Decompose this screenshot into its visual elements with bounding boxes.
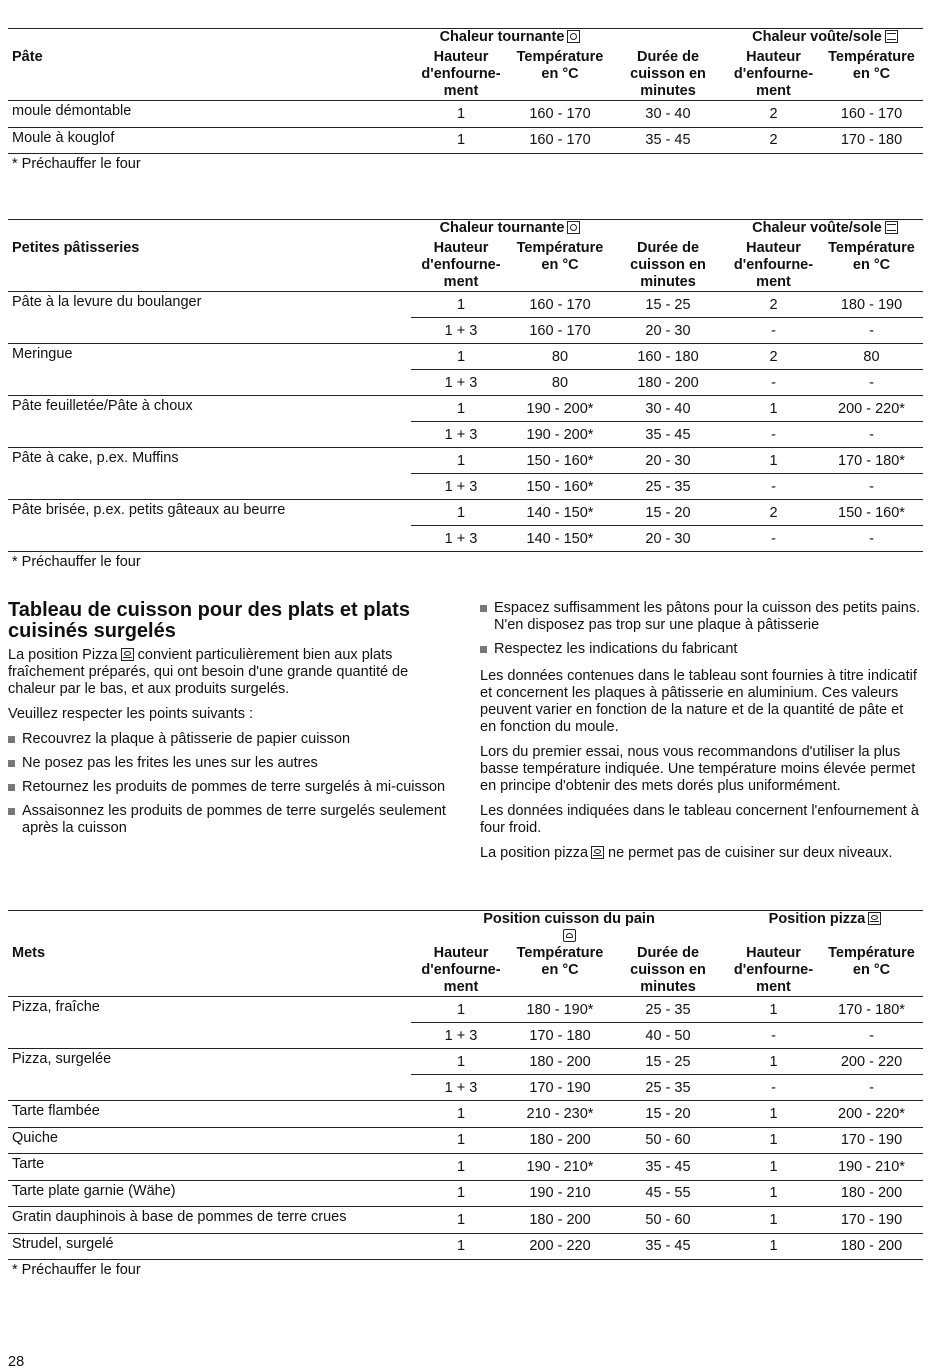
table-cell: 1 (727, 1180, 820, 1207)
group-header-top-bottom: Chaleur voûte/sole (727, 29, 923, 49)
list-item: Retournez les produits de pommes de terre surgelés à mi-cuisson (8, 779, 448, 796)
table-row (8, 1101, 923, 1128)
column-header: Durée de cuisson en minutes (630, 240, 706, 290)
table-cell: 35 - 45 (609, 127, 727, 154)
table-cell: 1 + 3 (411, 422, 511, 448)
table-cell: 20 - 30 (609, 318, 727, 344)
list-item: Respectez les indications du fabricant (480, 641, 923, 658)
table-cell: 180 - 200 (820, 1233, 923, 1260)
table-row (8, 396, 923, 422)
table-cell: 170 - 190 (511, 1075, 609, 1101)
table-cell: 2 (727, 344, 820, 370)
table-cell: - (820, 422, 923, 448)
table-cell: 35 - 45 (609, 1233, 727, 1260)
table-cell: 1 (411, 344, 511, 370)
column-header: Durée de cuisson en minutes (630, 49, 706, 99)
row-label: Pâte à cake, p.ex. Muffins (8, 448, 411, 474)
table-row (8, 500, 923, 526)
table-cell: 25 - 35 (645, 1001, 691, 1018)
pizza-icon (121, 648, 134, 661)
table-cell: 1 + 3 (411, 526, 511, 552)
table-cell: 15 - 25 (645, 296, 691, 313)
table-cell: 150 - 160* (820, 500, 923, 526)
table-cell: 20 - 30 (609, 448, 727, 474)
table-cell: 170 - 180* (838, 1001, 905, 1018)
table-cell: 1 (411, 1233, 511, 1260)
column-header: Température en °C (828, 240, 915, 273)
table-cell: 200 - 220 (820, 1049, 923, 1075)
column-header: Température en °C (516, 49, 604, 82)
group-header-bread: Position cuisson du pain (411, 911, 727, 945)
row-label: Tarte (8, 1154, 411, 1181)
table-cell: 170 - 190 (820, 1207, 923, 1234)
table-cell: - (727, 1075, 820, 1101)
table-cell: - (820, 474, 923, 500)
table-cell: 150 - 160* (511, 474, 609, 500)
table-cell: 1 (727, 1233, 820, 1260)
pizza-icon (868, 912, 881, 925)
table-cell: 180 - 200 (511, 1127, 609, 1154)
table-cell: 180 - 190 (840, 296, 903, 313)
table-row (8, 344, 923, 370)
top-bottom-heat-icon (885, 30, 898, 43)
table-cell: - (727, 1023, 820, 1049)
table-row (8, 370, 923, 396)
table-cell: - (727, 318, 820, 344)
table-cell: 180 - 200 (511, 1207, 609, 1234)
table-cell: - (820, 318, 923, 344)
group-header-fan: Chaleur tournante (411, 220, 609, 240)
bullet-list-left (8, 731, 448, 837)
table-cell: 35 - 45 (609, 1154, 727, 1181)
table-cell: 1 (727, 448, 820, 474)
table-cell: 200 - 220* (820, 1101, 923, 1128)
table-row (8, 101, 923, 128)
table-cell: 1 (411, 1180, 511, 1207)
table-cell: 140 - 150* (511, 526, 609, 552)
table-cell: 160 - 170 (529, 296, 591, 313)
fan-icon (567, 30, 580, 43)
cooking-table-patisseries (8, 219, 923, 552)
cooking-table-mets (8, 910, 923, 1260)
table-row (8, 474, 923, 500)
table-cell: - (727, 422, 820, 448)
table-pate (8, 28, 923, 172)
table-cell: 1 (727, 1101, 820, 1128)
column-header: Hauteur d'enfourne-ment (733, 240, 814, 290)
table-row (8, 1207, 923, 1234)
bread-icon (563, 929, 576, 942)
group-header-pizza: Position pizza (727, 911, 923, 945)
table-cell: 1 (411, 396, 511, 422)
table-cell: 50 - 60 (609, 1127, 727, 1154)
table-cell: 190 - 210 (511, 1180, 609, 1207)
table-cell: - (727, 526, 820, 552)
table-cell: 30 - 40 (609, 396, 727, 422)
table-cell: 200 - 220* (820, 396, 923, 422)
table-cell: - (820, 526, 923, 552)
table-row (8, 1154, 923, 1181)
section-title: Tableau de cuisson pour des plats et plats cuisinés surgelés (8, 599, 410, 642)
table-cell: 1 (456, 296, 466, 313)
table-cell: 2 (727, 127, 820, 154)
top-bottom-heat-icon (885, 221, 898, 234)
table-cell: 1 + 3 (411, 318, 511, 344)
table-mets (8, 910, 923, 1278)
table-cell: 1 (727, 1154, 820, 1181)
column-header-name: Petites pâtisseries (12, 240, 140, 256)
table-row (8, 448, 923, 474)
table-row (8, 1049, 923, 1075)
table-cell: - (727, 474, 820, 500)
group-header-fan: Chaleur tournante (411, 29, 609, 49)
table-cell: 1 + 3 (411, 474, 511, 500)
table-cell: 160 - 170 (529, 105, 591, 122)
table-cell: 180 - 190* (526, 1001, 594, 1018)
table-row (8, 1023, 923, 1049)
row-label: Strudel, surgelé (8, 1233, 411, 1260)
right-column (480, 600, 923, 870)
table-cell: 15 - 20 (609, 500, 727, 526)
table-row (8, 1127, 923, 1154)
table-cell: 1 (456, 105, 466, 122)
list-item: Espacez suffisamment les pâtons pour la cuisson des petits pains. N'en disposez pas trop sur une plaque à pâtisserie (480, 600, 923, 634)
table-cell: 35 - 45 (609, 422, 727, 448)
column-header: Température en °C (828, 945, 915, 978)
table-cell: - (820, 1075, 923, 1101)
table-cell: 1 + 3 (411, 1075, 511, 1101)
list-item: Assaisonnez les produits de pommes de terre surgelés seulement après la cuisson (8, 803, 448, 837)
table-cell: 180 - 200 (609, 370, 727, 396)
row-label: Pizza, surgelée (8, 1049, 411, 1075)
list-item: Ne posez pas les frites les unes sur les autres (8, 755, 448, 772)
table-cell: 1 (769, 1001, 778, 1018)
table-cell: 1 (727, 396, 820, 422)
row-label: Tarte flambée (8, 1101, 411, 1128)
table-cell: 1 (411, 500, 511, 526)
pizza-icon (591, 846, 604, 859)
row-label (8, 318, 411, 344)
table-row (8, 292, 923, 318)
group-header-top-bottom: Chaleur voûte/sole (727, 220, 923, 240)
column-header: Hauteur d'enfourne-ment (421, 240, 501, 290)
row-label: Tarte plate garnie (Wähe) (8, 1180, 411, 1207)
table-cell: 2 (769, 105, 778, 122)
table-cell: 1 (411, 127, 511, 154)
cooking-table-pate (8, 28, 923, 154)
footnote: * Préchauffer le four (12, 156, 141, 172)
table-row (8, 526, 923, 552)
row-label: Pâte feuilletée/Pâte à choux (8, 396, 411, 422)
table-cell: 160 - 170 (511, 127, 609, 154)
table-row (8, 1233, 923, 1260)
row-label (8, 474, 411, 500)
table-cell: 1 (727, 1049, 820, 1075)
table-row (8, 318, 923, 344)
table-petites-patisseries (8, 219, 923, 570)
row-label (8, 422, 411, 448)
table-cell: 190 - 200* (511, 396, 609, 422)
table-cell: 1 (411, 1207, 511, 1234)
row-label (8, 1023, 411, 1049)
table-cell: 80 (511, 370, 609, 396)
row-label: Pizza, fraîche (12, 999, 100, 1015)
table-cell: 1 (411, 448, 511, 474)
table-cell: 40 - 50 (609, 1023, 727, 1049)
table-cell: 160 - 170 (511, 318, 609, 344)
table-cell: 170 - 180* (820, 448, 923, 474)
table-cell: 170 - 180 (820, 127, 923, 154)
table-cell: 170 - 190 (820, 1127, 923, 1154)
left-column (8, 600, 448, 844)
table-cell: - (820, 1023, 923, 1049)
table-cell: 210 - 230* (511, 1101, 609, 1128)
paragraph: Lors du premier essai, nous vous recommandons d'utiliser la plus basse température indiquée. Une température moins élevée permet en principe d'obtenir des mets dorés plus uniformément. (480, 744, 916, 794)
row-label: Gratin dauphinois à base de pommes de terre crues (8, 1207, 411, 1234)
column-header: Hauteur d'enfourne-ment (421, 945, 501, 995)
table-cell: - (727, 370, 820, 396)
intro-paragraph: La position Pizza convient particulièrement bien aux plats fraîchement préparés, qui ont besoin d'une grande quantité de chaleur par le bas, et aux produits surgelés. (8, 647, 409, 697)
table-cell: 15 - 25 (609, 1049, 727, 1075)
table-cell: 25 - 35 (609, 1075, 727, 1101)
table-cell: 50 - 60 (609, 1207, 727, 1234)
table-cell: 190 - 200* (511, 422, 609, 448)
table-cell: 160 - 170 (840, 105, 903, 122)
column-header: Température en °C (516, 945, 604, 978)
table-cell: 140 - 150* (511, 500, 609, 526)
table-cell: 1 (411, 1154, 511, 1181)
column-header: Hauteur d'enfourne-ment (421, 49, 501, 99)
table-row (8, 1075, 923, 1101)
table-row (8, 127, 923, 154)
table-cell: 1 (411, 1101, 511, 1128)
list-item: Recouvrez la plaque à pâtisserie de papier cuisson (8, 731, 448, 748)
table-cell: 1 (727, 1207, 820, 1234)
column-header: Température en °C (516, 240, 604, 273)
table-cell: 80 (820, 344, 923, 370)
table-cell: 180 - 200 (820, 1180, 923, 1207)
intro-paragraph-2: Veuillez respecter les points suivants : (8, 706, 254, 722)
paragraph: La position pizza ne permet pas de cuisiner sur deux niveaux. (480, 845, 893, 861)
table-cell: 15 - 20 (609, 1101, 727, 1128)
table-cell: 1 + 3 (411, 1023, 511, 1049)
table-cell: 190 - 210* (820, 1154, 923, 1181)
fan-icon (567, 221, 580, 234)
row-label (8, 1075, 411, 1101)
row-label: Meringue (8, 344, 411, 370)
table-cell: 170 - 180 (511, 1023, 609, 1049)
paragraph: Les données contenues dans le tableau sont fournies à titre indicatif et concernent les plaques à pâtisserie en aluminium. Ces valeurs peuvent varier en fonction de la nature et de la quantité de pâte et en fonction du moule. (480, 668, 917, 735)
column-header: Hauteur d'enfourne-ment (733, 49, 814, 99)
paragraph: Les données indiquées dans le tableau concernent l'enfournement à four froid. (480, 803, 919, 836)
table-cell: 25 - 35 (609, 474, 727, 500)
row-label: Pâte brisée, p.ex. petits gâteaux au beurre (8, 500, 411, 526)
column-header-name: Mets (12, 945, 46, 961)
column-header: Durée de cuisson en minutes (630, 945, 706, 995)
table-cell: - (820, 370, 923, 396)
row-label: Moule à kouglof (8, 127, 411, 154)
table-cell: 2 (769, 296, 778, 313)
row-label: Pâte à la levure du boulanger (12, 294, 202, 310)
table-cell: 1 (456, 1001, 466, 1018)
table-cell: 30 - 40 (645, 105, 691, 122)
bullet-list-right (480, 600, 923, 658)
table-row (8, 422, 923, 448)
table-cell: 20 - 30 (609, 526, 727, 552)
table-row (8, 997, 923, 1023)
footnote: * Préchauffer le four (12, 554, 141, 570)
row-label: moule démontable (12, 103, 132, 119)
table-cell: 2 (727, 500, 820, 526)
column-header-name: Pâte (12, 49, 43, 65)
table-cell: 160 - 180 (609, 344, 727, 370)
table-row (8, 1180, 923, 1207)
column-header: Hauteur d'enfourne-ment (733, 945, 814, 995)
table-cell: 45 - 55 (609, 1180, 727, 1207)
page-number: 28 (8, 1354, 25, 1370)
table-cell: 180 - 200 (511, 1049, 609, 1075)
table-cell: 80 (511, 344, 609, 370)
footnote: * Préchauffer le four (12, 1262, 141, 1278)
table-cell: 200 - 220 (511, 1233, 609, 1260)
table-cell: 150 - 160* (511, 448, 609, 474)
column-header: Température en °C (828, 49, 915, 82)
table-cell: 1 (727, 1127, 820, 1154)
table-cell: 1 + 3 (411, 370, 511, 396)
table-cell: 1 (411, 1127, 511, 1154)
row-label (8, 526, 411, 552)
table-cell: 190 - 210* (511, 1154, 609, 1181)
row-label (8, 370, 411, 396)
row-label: Quiche (8, 1127, 411, 1154)
table-cell: 1 (411, 1049, 511, 1075)
